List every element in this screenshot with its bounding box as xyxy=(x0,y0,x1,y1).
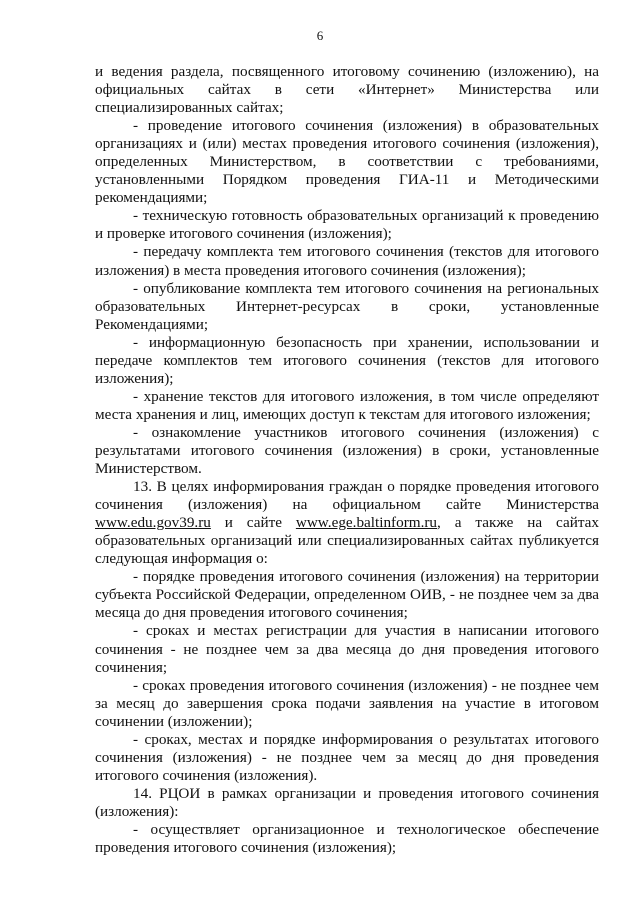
section-13-text-middle: и сайте xyxy=(210,514,296,532)
paragraph-continuation: и ведения раздела, посвященного итоговому сочинению (изложению), на официальных сайтах в сети «Интернет» Министерства или специализированных сайтах; xyxy=(95,63,599,117)
list-item: - информационную безопасность при хранении, использовании и передаче комплектов тем итогового сочинения (текстов для итогового изложения); xyxy=(95,333,599,387)
edu-gov39-link[interactable]: www.edu.gov39.ru xyxy=(95,514,211,532)
list-item: - осуществляет организационное и технологическое обеспечение проведения итогового сочинения (изложения); xyxy=(95,820,599,857)
list-item: - хранение текстов для итогового изложения, в том числе определяют места хранения и лиц, имеющих доступ к текстам для итогового изложения; xyxy=(95,387,599,423)
section-13-text-end: , а также на сайтах образовательных организаций или специализированных сайтах публикуется следующая информация о: xyxy=(95,514,599,568)
document-body xyxy=(95,63,599,857)
list-item: - ознакомление участников итогового сочинения (изложения) с результатами итогового сочинения (изложения) в сроки, установленные Министерством. xyxy=(95,423,599,478)
ege-baltinform-link[interactable]: www.ege.baltinform.ru xyxy=(295,514,438,532)
list-item: - проведение итогового сочинения (изложения) в образовательных организациях и (или) местах проведения итогового сочинения (изложения), определенных Министерством, в соответствии с требованиями, установленными Порядком проведения ГИА-11 и Методическими рекомендациями; xyxy=(95,117,599,207)
section-13-text-start: 13. В целях информирования граждан о порядке проведения итогового сочинения (изложения) на официальном сайте Министерства xyxy=(95,478,599,514)
list-item: - порядке проведения итогового сочинения (изложения) на территории субъекта Российской Федерации, определенном ОИВ, - не позднее чем за два месяца до дня проведения итогового сочинения; xyxy=(95,568,599,622)
list-item: - сроках проведения итогового сочинения (изложения) - не позднее чем за месяц до завершения срока подачи заявления на участие в итоговом сочинении (изложении); xyxy=(95,676,599,730)
section-13-intro xyxy=(95,478,599,568)
page-number: 6 xyxy=(316,28,324,43)
section-14-heading: 14. РЦОИ в рамках организации и проведения итогового сочинения (изложения): xyxy=(95,784,599,820)
list-item: - сроках, местах и порядке информирования о результатах итогового сочинения (изложения) - не позднее чем за месяц до дня проведения итогового сочинения (изложения). xyxy=(95,730,599,784)
list-item: - передачу комплекта тем итогового сочинения (текстов для итогового изложения) в места проведения итогового сочинения (изложения); xyxy=(95,243,599,279)
list-item: - сроках и местах регистрации для участия в написании итогового сочинения - не позднее чем за два месяца до дня проведения итогового сочинения; xyxy=(95,622,599,676)
list-item: - техническую готовность образовательных организаций к проведению и проверке итогового сочинения (изложения); xyxy=(95,207,599,243)
list-item: - опубликование комплекта тем итогового сочинения на региональных образовательных Интернет-ресурсах в сроки, установленные Рекомендациями; xyxy=(95,279,599,333)
